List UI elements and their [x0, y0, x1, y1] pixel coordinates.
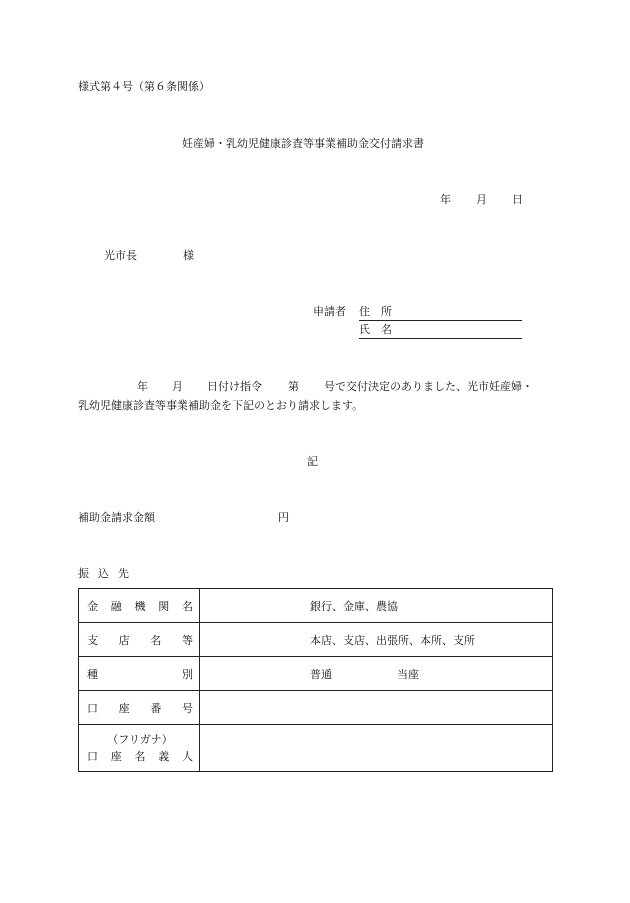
body-year: 年	[137, 380, 148, 393]
transfer-table	[78, 588, 553, 772]
body-day-designation: 日付け指令	[207, 380, 262, 393]
name-line[interactable]	[359, 338, 522, 339]
bank-name-value[interactable]: 銀行、金庫、農協	[200, 589, 553, 623]
name-label: 氏 名	[359, 323, 392, 336]
account-number-value[interactable]	[200, 691, 553, 725]
branch-label: 支 店 名 等	[79, 623, 200, 657]
date-month: 月	[476, 193, 487, 206]
table-row	[79, 623, 553, 657]
amount-unit: 円	[278, 511, 289, 524]
account-type-current[interactable]: 当座	[397, 667, 419, 681]
body-line1-rest: 号で交付決定のありました、光市妊産婦・	[324, 380, 533, 393]
account-type-ordinary[interactable]: 普通	[310, 667, 332, 681]
bank-name-label: 金 融 機 関 名	[79, 589, 200, 623]
amount-label: 補助金請求金額	[78, 511, 155, 524]
account-holder-value[interactable]	[200, 725, 553, 772]
body-number-prefix: 第	[288, 380, 299, 393]
branch-value[interactable]: 本店、支店、出張所、本所、支所	[200, 623, 553, 657]
document-title: 妊産婦・乳幼児健康診査等事業補助金交付請求書	[182, 137, 424, 150]
form-number: 様式第４号（第６条関係）	[78, 80, 210, 93]
addressee-name: 光市長	[104, 249, 137, 262]
address-label: 住 所	[359, 305, 392, 318]
table-row	[79, 691, 553, 725]
date-day: 日	[512, 193, 523, 206]
account-type-label: 種 別	[79, 657, 200, 691]
transfer-heading: 振込先	[78, 567, 138, 580]
account-holder-label: （フリガナ） 口 座 名 義 人	[79, 725, 200, 772]
table-row	[79, 589, 553, 623]
applicant-label: 申請者	[313, 305, 346, 318]
address-line[interactable]	[359, 320, 522, 321]
account-type-value[interactable]	[200, 657, 553, 691]
body-line2: 乳幼児健康診査等事業補助金を下記のとおり請求します。	[78, 399, 364, 412]
table-row	[79, 725, 553, 772]
table-row	[79, 657, 553, 691]
account-number-label: 口 座 番 号	[79, 691, 200, 725]
date-year: 年	[440, 193, 451, 206]
body-month: 月	[172, 380, 183, 393]
furigana-label: （フリガナ）	[107, 733, 173, 746]
addressee-honorific: 様	[183, 249, 194, 262]
ki-mark: 記	[307, 455, 318, 468]
